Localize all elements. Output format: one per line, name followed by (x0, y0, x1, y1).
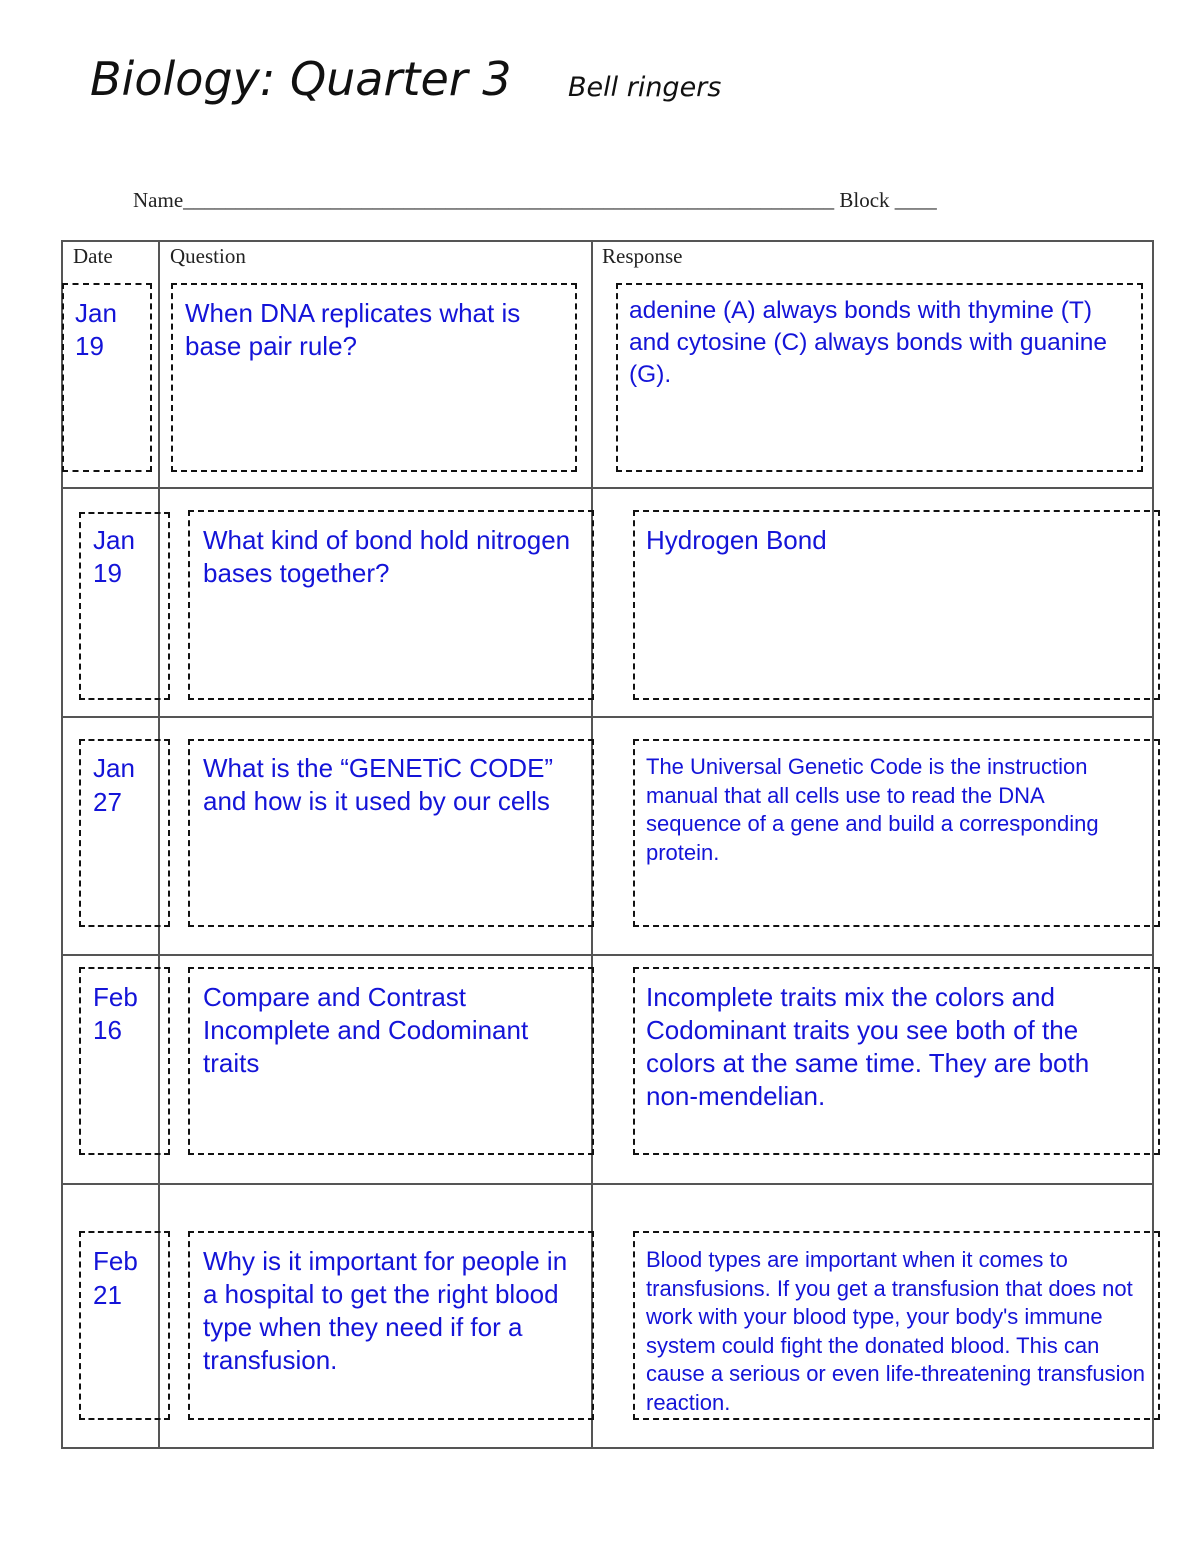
date-month: Feb (93, 982, 138, 1012)
date-day: 19 (93, 558, 122, 588)
question-text: When DNA replicates what is base pair rule? (185, 298, 521, 361)
response-text: Incomplete traits mix the colors and Codominant traits you see both of the colors at the same time. They are both non-mendelian. (646, 982, 1090, 1111)
question-text: Compare and Contrast Incomplete and Codominant traits (203, 982, 529, 1078)
column-header-response: Response (602, 244, 683, 268)
question-text: What kind of bond hold nitrogen bases together? (203, 525, 571, 588)
response-text: The Universal Genetic Code is the instruction manual that all cells use to read the DNA sequence of a gene and build a corresponding protein. (646, 754, 1099, 865)
table-border-bottom (61, 1447, 1154, 1449)
date-day: 27 (93, 787, 122, 817)
response-text: adenine (A) always bonds with thymine (T) and cytosine (C) always bonds with guanine (G). (629, 297, 1108, 388)
date-day: 19 (75, 331, 104, 361)
page-subtitle: Bell ringers (568, 72, 722, 103)
date-month: Jan (93, 525, 135, 555)
name-block-line: Name______________________________________________________________ Block ____ (133, 188, 937, 212)
question-text: Why is it important for people in a hospital to get the right blood type when they need if for a transfusion. (203, 1246, 568, 1375)
date-day: 16 (93, 1015, 122, 1045)
response-text: Blood types are important when it comes to transfusions. If you get a transfusion that does not work with your blood type, your body's immune system could fight the donated blood. This can cause a serious or even life-threatening transfusion reaction. (646, 1247, 1145, 1415)
column-header-date: Date (73, 244, 113, 268)
table-border-top (61, 240, 1154, 242)
row-divider (61, 487, 1154, 489)
row-divider (61, 716, 1154, 718)
column-header-question: Question (170, 244, 246, 268)
date-month: Jan (93, 753, 135, 783)
response-text: Hydrogen Bond (646, 525, 827, 555)
date-day: 21 (93, 1280, 122, 1310)
row-divider (61, 1183, 1154, 1185)
row-divider (61, 954, 1154, 956)
date-month: Feb (93, 1246, 138, 1276)
question-text: What is the “GENETiC CODE” and how is it used by our cells (203, 753, 554, 816)
page-title: Biology: Quarter 3 (90, 52, 512, 106)
date-month: Jan (75, 298, 117, 328)
